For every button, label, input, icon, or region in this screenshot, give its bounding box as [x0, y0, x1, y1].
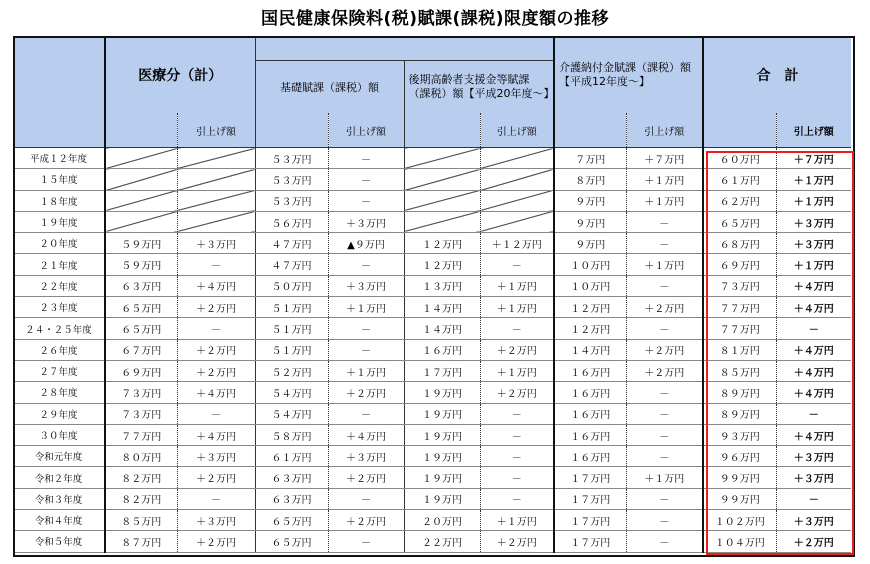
cell-med — [105, 211, 177, 232]
cell-basic: ５３万円 — [255, 148, 328, 169]
cell-care-up: － — [626, 275, 703, 296]
table-row — [13, 382, 851, 403]
header-total-raise: 引上げ額 — [776, 113, 851, 148]
header-care-amount — [554, 113, 626, 148]
cell-basic: ４７万円 — [255, 233, 328, 254]
cell-basic-up: ＋２万円 — [328, 467, 404, 488]
cell-total: ７３万円 — [703, 275, 776, 296]
cell-latter-up: － — [480, 403, 554, 424]
cell-total: ６８万円 — [703, 233, 776, 254]
cell-total-up: ＋１万円 — [776, 169, 851, 190]
cell-care-up: ＋１万円 — [626, 190, 703, 211]
cell-care: １７万円 — [554, 510, 626, 531]
header-total: 合 計 — [703, 36, 851, 113]
header-medical: 医療分（計） — [105, 36, 255, 113]
cell-total: ６９万円 — [703, 254, 776, 275]
cell-year: 令和５年度 — [13, 531, 105, 552]
cell-latter-up: － — [480, 488, 554, 509]
cell-care: ９万円 — [554, 211, 626, 232]
cell-care-up: ＋７万円 — [626, 148, 703, 169]
cell-year: ２８年度 — [13, 382, 105, 403]
cell-total-up: － — [776, 403, 851, 424]
table-row — [13, 510, 851, 531]
cell-med-up: ＋２万円 — [177, 531, 255, 552]
cell-med-up: ＋２万円 — [177, 297, 255, 318]
page-title: 国民健康保険料(税)賦課(課税)限度額の推移 — [260, 9, 610, 29]
cell-total: ６１万円 — [703, 169, 776, 190]
cell-year: １９年度 — [13, 211, 105, 232]
cell-total: ８１万円 — [703, 339, 776, 360]
cell-year: ３０年度 — [13, 424, 105, 445]
table-row — [13, 339, 851, 360]
cell-latter-up: ＋１２万円 — [480, 233, 554, 254]
cell-med: ８５万円 — [105, 510, 177, 531]
cell-year: 令和元年度 — [13, 446, 105, 467]
cell-latter: ２０万円 — [404, 510, 480, 531]
cell-basic: ４７万円 — [255, 254, 328, 275]
cell-care: １６万円 — [554, 446, 626, 467]
cell-latter-up — [480, 169, 554, 190]
cell-med-up: － — [177, 488, 255, 509]
header-total-amount — [703, 113, 776, 148]
header-care-raise: 引上げ額 — [626, 113, 703, 148]
cell-latter: １７万円 — [404, 360, 480, 381]
cell-total-up: ＋４万円 — [776, 424, 851, 445]
cell-basic: ５３万円 — [255, 190, 328, 211]
cell-med: ８２万円 — [105, 467, 177, 488]
cell-total: ８９万円 — [703, 382, 776, 403]
cell-med — [105, 169, 177, 190]
cell-latter: １９万円 — [404, 424, 480, 445]
cell-med: ８０万円 — [105, 446, 177, 467]
cell-care: １６万円 — [554, 424, 626, 445]
cell-basic: ６５万円 — [255, 510, 328, 531]
cell-year: ２４・２５年度 — [13, 318, 105, 339]
cell-med-up: － — [177, 318, 255, 339]
header-basic: 基礎賦課（課税）額 — [255, 61, 404, 114]
cell-care: １７万円 — [554, 531, 626, 552]
cell-med-up — [177, 211, 255, 232]
cell-latter: １４万円 — [404, 318, 480, 339]
cell-care-up: － — [626, 318, 703, 339]
cell-latter: １９万円 — [404, 382, 480, 403]
cell-latter-up — [480, 148, 554, 169]
cell-basic: ６３万円 — [255, 467, 328, 488]
cell-med: ５９万円 — [105, 254, 177, 275]
cell-basic-up: － — [328, 254, 404, 275]
cell-care: １０万円 — [554, 275, 626, 296]
cell-care-up: ＋１万円 — [626, 254, 703, 275]
cell-latter-up — [480, 190, 554, 211]
cell-latter-up: － — [480, 446, 554, 467]
cell-care-up: ＋２万円 — [626, 339, 703, 360]
cell-basic: ５６万円 — [255, 211, 328, 232]
cell-basic-up: － — [328, 339, 404, 360]
cell-latter: １９万円 — [404, 467, 480, 488]
cell-care-up: － — [626, 446, 703, 467]
cell-year: ２１年度 — [13, 254, 105, 275]
cell-latter — [404, 190, 480, 211]
cell-total: ７７万円 — [703, 318, 776, 339]
cell-basic-up: ＋３万円 — [328, 211, 404, 232]
cell-latter: １２万円 — [404, 233, 480, 254]
cell-care-up: ＋１万円 — [626, 169, 703, 190]
cell-med-up: ＋４万円 — [177, 275, 255, 296]
cell-med-up: ＋２万円 — [177, 360, 255, 381]
cell-basic: ６５万円 — [255, 531, 328, 552]
cell-care: ９万円 — [554, 233, 626, 254]
cell-basic-up: ＋４万円 — [328, 424, 404, 445]
cell-basic: ５４万円 — [255, 403, 328, 424]
cell-year: １５年度 — [13, 169, 105, 190]
cell-basic: ５１万円 — [255, 318, 328, 339]
cell-latter — [404, 211, 480, 232]
cell-care: ７万円 — [554, 148, 626, 169]
cell-latter-up — [480, 211, 554, 232]
cell-med: ６５万円 — [105, 297, 177, 318]
cell-total-up: ＋３万円 — [776, 510, 851, 531]
cell-year: ２６年度 — [13, 339, 105, 360]
cell-care-up: － — [626, 424, 703, 445]
cell-latter — [404, 148, 480, 169]
cell-care-up: － — [626, 510, 703, 531]
cell-total-up: ＋４万円 — [776, 339, 851, 360]
cell-total: ６５万円 — [703, 211, 776, 232]
table-row — [13, 211, 851, 232]
cell-care: １７万円 — [554, 488, 626, 509]
table-row — [13, 424, 851, 445]
cell-total: ９９万円 — [703, 467, 776, 488]
table-row — [13, 233, 851, 254]
cell-med: ７３万円 — [105, 403, 177, 424]
cell-total: ９９万円 — [703, 488, 776, 509]
cell-total-up: ＋４万円 — [776, 275, 851, 296]
header-year-blank — [13, 36, 105, 148]
table-row — [13, 403, 851, 424]
cell-latter — [404, 169, 480, 190]
cell-year: ２３年度 — [13, 297, 105, 318]
header-basic-amount — [255, 113, 328, 148]
cell-basic-up: ＋１万円 — [328, 297, 404, 318]
cell-total-up: － — [776, 318, 851, 339]
cell-care: １４万円 — [554, 339, 626, 360]
cell-total-up: ＋３万円 — [776, 467, 851, 488]
cell-basic-up: － — [328, 148, 404, 169]
cell-latter-up: ＋１万円 — [480, 360, 554, 381]
cell-med-up: ＋３万円 — [177, 446, 255, 467]
cell-basic: ５４万円 — [255, 382, 328, 403]
cell-total-up: ＋３万円 — [776, 446, 851, 467]
cell-care-up: ＋２万円 — [626, 297, 703, 318]
cell-total-up: ＋３万円 — [776, 211, 851, 232]
cell-basic-up: － — [328, 488, 404, 509]
cell-med-up — [177, 190, 255, 211]
cell-med-up: － — [177, 254, 255, 275]
table-row — [13, 169, 851, 190]
cell-total: ８９万円 — [703, 403, 776, 424]
cell-basic-up: － — [328, 531, 404, 552]
cell-total: ９６万円 — [703, 446, 776, 467]
cell-basic-up: ＋３万円 — [328, 446, 404, 467]
cell-care-up: － — [626, 211, 703, 232]
cell-care-up: ＋１万円 — [626, 467, 703, 488]
cell-year: ２０年度 — [13, 233, 105, 254]
cell-basic-up: － — [328, 403, 404, 424]
cell-total: ７７万円 — [703, 297, 776, 318]
cell-total: ９３万円 — [703, 424, 776, 445]
cell-latter: １３万円 — [404, 275, 480, 296]
cell-latter: １４万円 — [404, 297, 480, 318]
cell-latter-up: ＋１万円 — [480, 510, 554, 531]
header-care: 介護納付金賦課（課税）額【平成12年度～】 — [554, 36, 703, 113]
cell-care-up: ＋２万円 — [626, 360, 703, 381]
table-row — [13, 148, 851, 169]
cell-basic-up: ＋２万円 — [328, 510, 404, 531]
cell-basic-up: ＋１万円 — [328, 360, 404, 381]
cell-year: 令和２年度 — [13, 467, 105, 488]
cell-med-up: － — [177, 403, 255, 424]
cell-med: ８７万円 — [105, 531, 177, 552]
table-row — [13, 467, 851, 488]
table-row — [13, 254, 851, 275]
cell-basic-up: － — [328, 169, 404, 190]
cell-care: １０万円 — [554, 254, 626, 275]
cell-latter: １９万円 — [404, 488, 480, 509]
table-row — [13, 190, 851, 211]
cell-care: １２万円 — [554, 297, 626, 318]
cell-total-up: － — [776, 488, 851, 509]
cell-basic: ５１万円 — [255, 339, 328, 360]
cell-med-up: ＋３万円 — [177, 233, 255, 254]
cell-basic: ５８万円 — [255, 424, 328, 445]
cell-latter: ２２万円 — [404, 531, 480, 552]
header-medical-amount — [105, 113, 177, 148]
cell-total: １０２万円 — [703, 510, 776, 531]
cell-care-up: － — [626, 382, 703, 403]
table-row — [13, 318, 851, 339]
cell-med-up: ＋２万円 — [177, 339, 255, 360]
cell-latter: １９万円 — [404, 446, 480, 467]
cell-care: １７万円 — [554, 467, 626, 488]
cell-care-up: － — [626, 488, 703, 509]
cell-care-up: － — [626, 531, 703, 552]
table-row — [13, 488, 851, 509]
cell-med — [105, 148, 177, 169]
cell-basic-up: － — [328, 318, 404, 339]
cell-med-up: ＋２万円 — [177, 467, 255, 488]
cell-care: ９万円 — [554, 190, 626, 211]
header-latter-amount — [404, 113, 480, 148]
cell-latter: １２万円 — [404, 254, 480, 275]
cell-year: 令和４年度 — [13, 510, 105, 531]
cell-total: ６２万円 — [703, 190, 776, 211]
cell-med-up — [177, 148, 255, 169]
cell-med-up: ＋４万円 — [177, 424, 255, 445]
cell-latter-up: － — [480, 318, 554, 339]
table-row — [13, 446, 851, 467]
cell-total-up: ＋４万円 — [776, 382, 851, 403]
cell-latter-up: － — [480, 424, 554, 445]
cell-total-up: ＋４万円 — [776, 297, 851, 318]
cell-year: １８年度 — [13, 190, 105, 211]
cell-med-up: ＋３万円 — [177, 510, 255, 531]
header-latter: 後期高齢者支援金等賦課（課税）額【平成20年度～】 — [404, 61, 554, 114]
cell-med: ６７万円 — [105, 339, 177, 360]
table-row — [13, 360, 851, 381]
cell-basic: ５１万円 — [255, 297, 328, 318]
cell-med: ７７万円 — [105, 424, 177, 445]
cell-basic: ５３万円 — [255, 169, 328, 190]
cell-basic-up: ▲９万円 — [328, 233, 404, 254]
cell-latter-up: ＋２万円 — [480, 339, 554, 360]
cell-basic: ６１万円 — [255, 446, 328, 467]
cell-basic: ５０万円 — [255, 275, 328, 296]
cell-total-up: ＋７万円 — [776, 148, 851, 169]
cell-total-up: ＋３万円 — [776, 233, 851, 254]
cell-care: １６万円 — [554, 403, 626, 424]
cell-care: １６万円 — [554, 382, 626, 403]
header-basic-raise: 引上げ額 — [328, 113, 404, 148]
cell-med: ５９万円 — [105, 233, 177, 254]
cell-total-up: ＋１万円 — [776, 254, 851, 275]
cell-total: ６０万円 — [703, 148, 776, 169]
cell-total: １０４万円 — [703, 531, 776, 552]
cell-basic: ５２万円 — [255, 360, 328, 381]
cell-med — [105, 190, 177, 211]
cell-total-up: ＋１万円 — [776, 190, 851, 211]
cell-year: ２２年度 — [13, 275, 105, 296]
cell-basic: ６３万円 — [255, 488, 328, 509]
cell-total-up: ＋４万円 — [776, 360, 851, 381]
cell-care-up: － — [626, 403, 703, 424]
cell-med: ６３万円 — [105, 275, 177, 296]
cell-basic-up: ＋２万円 — [328, 382, 404, 403]
cell-med: ８２万円 — [105, 488, 177, 509]
header-latter-raise: 引上げ額 — [480, 113, 554, 148]
cell-latter-up: － — [480, 467, 554, 488]
table-row — [13, 531, 851, 552]
cell-basic-up: － — [328, 190, 404, 211]
cell-year: 平成１２年度 — [13, 148, 105, 169]
cell-latter-up: ＋２万円 — [480, 531, 554, 552]
header-medical-raise: 引上げ額 — [177, 113, 255, 148]
cell-med-up — [177, 169, 255, 190]
cell-year: 令和３年度 — [13, 488, 105, 509]
header-medical-spacer — [255, 36, 554, 61]
cell-care: １２万円 — [554, 318, 626, 339]
table-row — [13, 297, 851, 318]
cell-care: １６万円 — [554, 360, 626, 381]
cell-latter: １９万円 — [404, 403, 480, 424]
cell-year: ２９年度 — [13, 403, 105, 424]
cell-care-up: － — [626, 233, 703, 254]
cell-med: ６９万円 — [105, 360, 177, 381]
cell-care: ８万円 — [554, 169, 626, 190]
limit-table — [13, 36, 851, 553]
cell-latter-up: － — [480, 254, 554, 275]
cell-latter-up: ＋１万円 — [480, 275, 554, 296]
cell-total: ８５万円 — [703, 360, 776, 381]
cell-total-up: ＋２万円 — [776, 531, 851, 552]
table-row — [13, 275, 851, 296]
cell-latter-up: ＋２万円 — [480, 382, 554, 403]
cell-med: ７３万円 — [105, 382, 177, 403]
cell-med-up: ＋４万円 — [177, 382, 255, 403]
cell-med: ６５万円 — [105, 318, 177, 339]
cell-latter: １６万円 — [404, 339, 480, 360]
cell-basic-up: ＋３万円 — [328, 275, 404, 296]
cell-year: ２７年度 — [13, 360, 105, 381]
cell-latter-up: ＋１万円 — [480, 297, 554, 318]
